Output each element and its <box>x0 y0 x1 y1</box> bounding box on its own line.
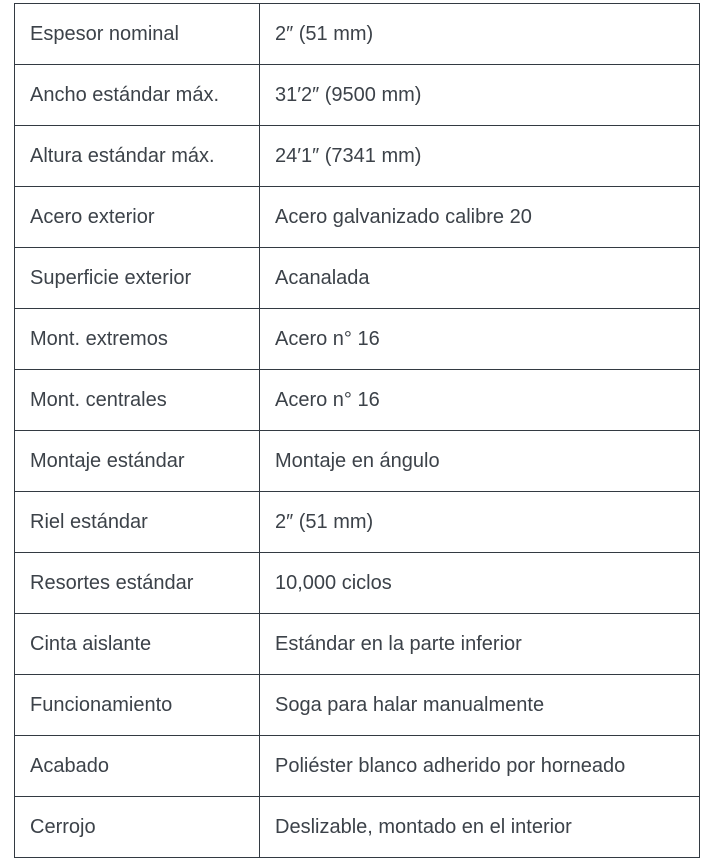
spec-label-cell: Ancho estándar máx. <box>15 65 260 126</box>
spec-label-cell: Montaje estándar <box>15 431 260 492</box>
table-row <box>15 4 700 65</box>
spec-label-cell: Acabado <box>15 736 260 797</box>
spec-label-cell: Acero exterior <box>15 187 260 248</box>
spec-label-cell: Mont. extremos <box>15 309 260 370</box>
spec-value-cell: Montaje en ángulo <box>260 431 700 492</box>
spec-value-cell: Acero n° 16 <box>260 309 700 370</box>
spec-label-cell: Cerrojo <box>15 797 260 858</box>
table-row <box>15 248 700 309</box>
table-row <box>15 614 700 675</box>
spec-value-cell: Soga para halar manualmente <box>260 675 700 736</box>
spec-label-cell: Mont. centrales <box>15 370 260 431</box>
spec-value-cell: Acanalada <box>260 248 700 309</box>
spec-label-cell: Altura estándar máx. <box>15 126 260 187</box>
table-row <box>15 797 700 858</box>
table-row <box>15 553 700 614</box>
spec-value-cell: Poliéster blanco adherido por horneado <box>260 736 700 797</box>
table-row <box>15 492 700 553</box>
spec-label-cell: Riel estándar <box>15 492 260 553</box>
spec-value-cell: 24′1″ (7341 mm) <box>260 126 700 187</box>
table-row <box>15 187 700 248</box>
spec-value-cell: Acero n° 16 <box>260 370 700 431</box>
spec-value-cell: 2″ (51 mm) <box>260 4 700 65</box>
table-row <box>15 736 700 797</box>
table-row <box>15 431 700 492</box>
spec-value-cell: 2″ (51 mm) <box>260 492 700 553</box>
spec-label-cell: Resortes estándar <box>15 553 260 614</box>
spec-value-cell: Acero galvanizado calibre 20 <box>260 187 700 248</box>
spec-value-cell: Deslizable, montado en el interior <box>260 797 700 858</box>
spec-label-cell: Superficie exterior <box>15 248 260 309</box>
spec-value-cell: 31′2″ (9500 mm) <box>260 65 700 126</box>
specification-table-body <box>15 4 700 858</box>
table-row <box>15 675 700 736</box>
specification-table <box>14 3 700 858</box>
table-row <box>15 65 700 126</box>
table-row <box>15 309 700 370</box>
table-row <box>15 126 700 187</box>
spec-value-cell: Estándar en la parte inferior <box>260 614 700 675</box>
spec-label-cell: Espesor nominal <box>15 4 260 65</box>
spec-label-cell: Cinta aislante <box>15 614 260 675</box>
table-row <box>15 370 700 431</box>
spec-label-cell: Funcionamiento <box>15 675 260 736</box>
spec-value-cell: 10,000 ciclos <box>260 553 700 614</box>
